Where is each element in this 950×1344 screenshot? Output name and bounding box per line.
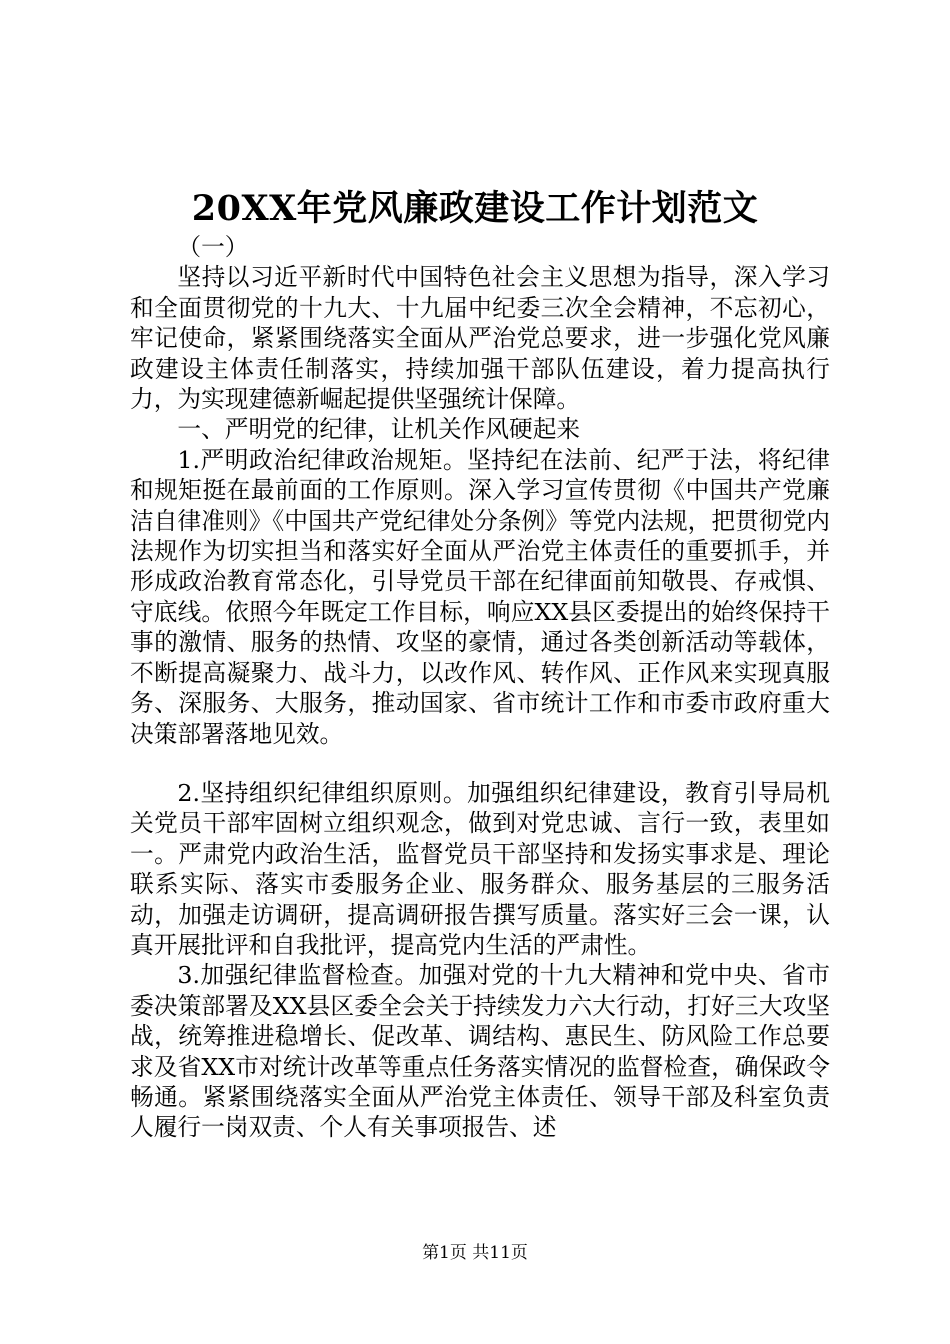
body-paragraph-1: 1.严明政治纪律政治规矩。坚持纪在法前、纪严于法，将纪律和规矩挺在最前面的工作原则。深入学习宣传贯彻《中国共产党廉洁自律准则》《中国共产党纪律处分条例》等党内法规，把贯彻党内法规作为切实担当和落实好全面从严治党主体责任的重要抓手，并形成政治教育常态化，引导党员干部在纪律面前知敬畏、存戒惧、守底线。依照今年既定工作目标，响应XX县区委提出的始终保持干事的激情、服务的热情、攻坚的豪情，通过各类创新活动等载体，不断提高凝聚力、战斗力，以改作风、转作风、正作风来实现真服务、深服务、大服务，推动国家、省市统计工作和市委市政府重大决策部署落地见效。 <box>130 445 830 748</box>
intro-paragraph: 坚持以习近平新时代中国特色社会主义思想为指导，深入学习和全面贯彻党的十九大、十九届中纪委三次全会精神，不忘初心，牢记使命，紧紧围绕落实全面从严治党总要求，进一步强化党风廉政建设主体责任制落实，持续加强干部队伍建设，着力提高执行力，为实现建德新崛起提供坚强统计保障。 <box>130 263 830 414</box>
section-heading: 一、严明党的纪律，让机关作风硬起来 <box>177 415 581 444</box>
document-title: 20XX年党风廉政建设工作计划范文 <box>191 188 759 229</box>
document-body <box>130 232 830 1143</box>
body-paragraph-2: 2.坚持组织纪律组织原则。加强组织纪律建设，教育引导局机关党员干部牢固树立组织观念，做到对党忠诚、言行一致，表里如一。严肃党内政治生活，监督党员干部坚持和发扬实事求是、理论联系实际、落实市委服务企业、服务群众、服务基层的三服务活动，加强走访调研，提高调研报告撰写质量。落实好三会一课，认真开展批评和自我批评，提高党内生活的严肃性。 <box>130 778 830 959</box>
section-number: （一） <box>177 233 249 261</box>
body-paragraph-3: 3.加强纪律监督检查。加强对党的十九大精神和党中央、省市委决策部署及XX县区委全会关于持续发力六大行动，打好三大攻坚战，统筹推进稳增长、促改革、调结构、惠民生、防风险工作总要求及省XX市对统计改革等重点任务落实情况的监督检查，确保政令畅通。紧紧围绕落实全面从严治党主体责任、领导干部及科室负责人履行一岗双责、个人有关事项报告、述 <box>130 961 830 1142</box>
page-footer: 第1页 共11页 <box>422 1243 528 1263</box>
